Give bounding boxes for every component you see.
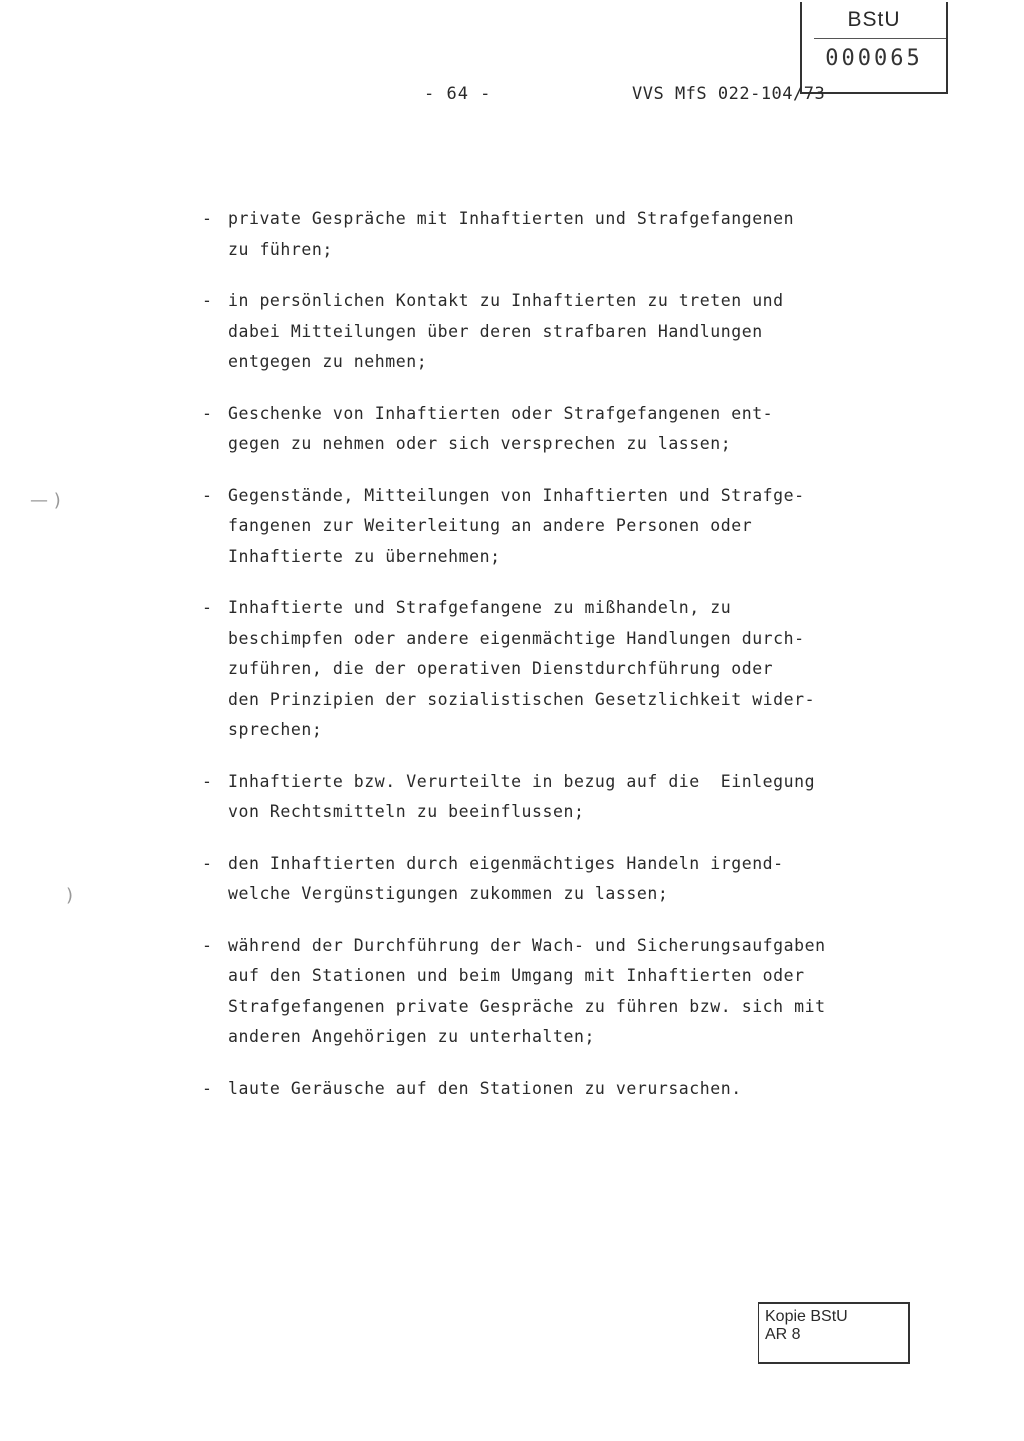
page-header [0,84,1024,114]
list-item [200,767,860,828]
list-item-text: Geschenke von Inhaftierten oder Strafgefangenen ent- gegen zu nehmen oder sich versprechen zu lassen; [228,403,774,453]
list-item-text: während der Durchführung der Wach- und Sicherungsaufgaben auf den Stationen und beim Umgang mit Inhaftierten oder Strafgefangenen private Gespräche zu führen bzw. sich mit anderen Angehörigen zu unterhalten; [228,935,826,1046]
list-item [200,931,860,1053]
list-item [200,849,860,910]
document-reference: VVS MfS 022-104/73 [632,84,826,104]
list-dash: - [202,403,213,423]
archive-stamp [800,2,948,94]
list-item-text: Inhaftierte bzw. Verurteilte in bezug auf die Einlegung von Rechtsmitteln zu beeinflussen; [228,771,816,821]
list-item-text: Inhaftierte und Strafgefangene zu mißhandeln, zu beschimpfen oder andere eigenmächtige Handlungen durch- zuführen, die der operativen Dienstdurchführung oder den Prinzipien der sozialistischen Gesetzlichkeit wider- sprechen; [228,598,816,739]
list-dash: - [202,291,213,310]
stamp-number: 000065 [825,46,923,71]
prohibition-list [200,204,860,1125]
list-item-text: private Gespräche mit Inhaftierten und Strafgefangenen zu führen; [228,209,795,259]
copy-stamp [758,1302,910,1364]
list-dash: - [202,485,213,505]
list-item [200,286,860,378]
list-dash: - [202,853,213,873]
punch-hole-mark: — ) [30,490,61,511]
list-item [200,399,860,460]
list-dash: - [202,209,213,228]
copy-stamp-line: AR 8 [765,1326,801,1343]
stamp-label: BStU [847,8,901,31]
list-item [200,593,860,746]
list-dash: - [202,935,213,955]
list-item-text: Gegenstände, Mitteilungen von Inhaftierten und Strafge- fangenen zur Weiterleitung an andere Personen oder Inhaftierte zu übernehmen; [228,485,805,566]
list-item [200,204,860,265]
list-item-text: in persönlichen Kontakt zu Inhaftierten zu treten und dabei Mitteilungen über deren strafbaren Handlungen entgegen zu nehmen; [228,291,784,371]
list-dash: - [202,1078,213,1098]
list-dash: - [202,771,213,791]
list-item-text: den Inhaftierten durch eigenmächtiges Handeln irgend- welche Vergünstigungen zukommen zu lassen; [228,853,784,903]
page-number: - 64 - [424,84,492,104]
stamp-divider [814,38,946,39]
list-item-text: laute Geräusche auf den Stationen zu verursachen. [228,1078,742,1098]
copy-stamp-line: Kopie BStU [765,1308,848,1325]
list-item [200,1074,860,1105]
list-item [200,481,860,573]
list-dash: - [202,598,213,617]
punch-hole-mark: ) [66,885,74,906]
